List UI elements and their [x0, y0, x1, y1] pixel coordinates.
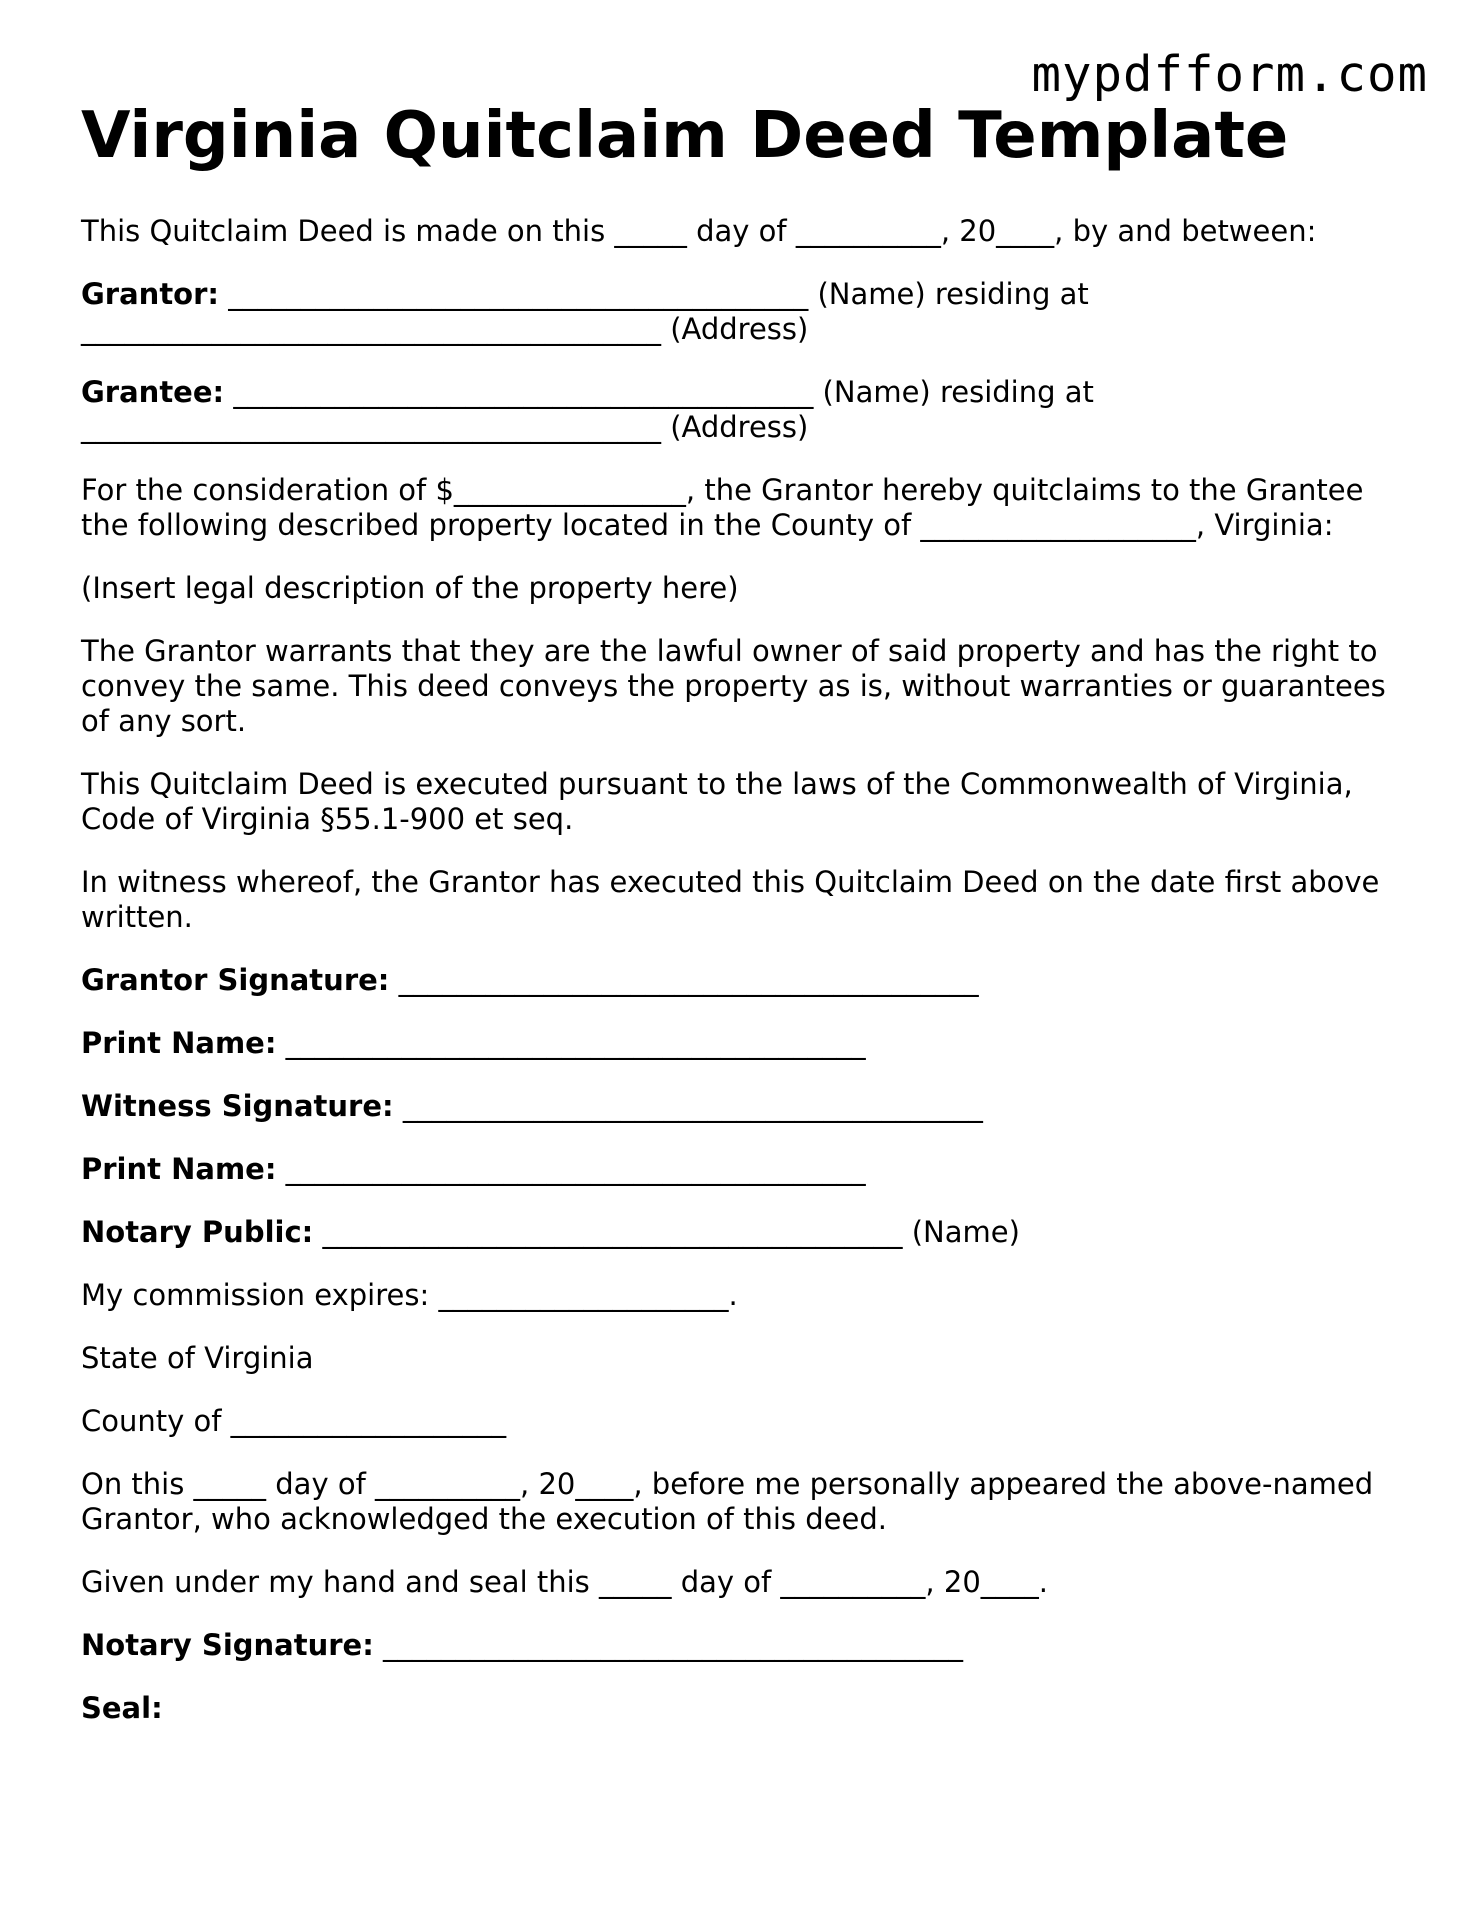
acknowledgment-line-2: Grantor, who acknowledged the execution of this deed. [81, 1501, 887, 1536]
witness-clause [81, 865, 1401, 935]
watermark: mypdfform.com [1031, 46, 1428, 103]
warranty-line-1: The Grantor warrants that they are the lawful owner of said property and has the right to [81, 633, 1378, 668]
witness-signature-label: Witness Signature: [81, 1088, 394, 1123]
notary-signature-field[interactable]: ________________________________________ [373, 1627, 964, 1662]
intro-paragraph: This Quitclaim Deed is made on this _____ day of __________, 20____, by and between: [81, 213, 1317, 248]
seal-label: Seal: [81, 1690, 163, 1725]
law-line-1: This Quitclaim Deed is executed pursuant to the laws of the Commonwealth of Virginia, [81, 766, 1353, 801]
print-name-field-1[interactable]: ________________________________________ [276, 1025, 866, 1060]
notary-public-field[interactable]: ________________________________________ (Name) [313, 1214, 1020, 1249]
grantee-name-field[interactable]: ________________________________________ (Name) residing at [224, 374, 1094, 409]
grantee-section [81, 375, 1401, 445]
print-name-label-2: Print Name: [81, 1151, 277, 1186]
seal-row [81, 1691, 1401, 1726]
warranty-paragraph [81, 634, 1401, 739]
law-line-2: Code of Virginia §55.1-900 et seq. [81, 801, 574, 836]
county-line: County of ___________________ [81, 1403, 507, 1438]
acknowledgment-line-1: On this _____ day of __________, 20____, before me personally appeared the above-named [81, 1466, 1374, 1501]
state-line: State of Virginia [81, 1340, 314, 1375]
grantor-section [81, 277, 1401, 347]
grantor-name-field[interactable]: ________________________________________ (Name) residing at [219, 276, 1089, 311]
grantor-signature-row [81, 963, 1401, 998]
notary-signature-row [81, 1628, 1401, 1663]
consideration-line-2: the following described property located in the County of ___________________, Virginia: [81, 507, 1334, 542]
document-page [81, 100, 1401, 1754]
grantor-signature-field[interactable]: ________________________________________ [389, 962, 979, 997]
print-name-row-1 [81, 1026, 1401, 1061]
law-paragraph [81, 767, 1401, 837]
acknowledgment-paragraph [81, 1467, 1401, 1537]
notary-public-row [81, 1215, 1401, 1250]
notary-signature-label: Notary Signature: [81, 1627, 374, 1662]
page-title: Virginia Quitclaim Deed Template [81, 99, 1289, 173]
witness-signature-field[interactable]: ________________________________________ [393, 1088, 983, 1123]
consideration-paragraph [81, 473, 1401, 543]
consideration-line-1: For the consideration of $________________, the Grantor hereby quitclaims to the Grantee [81, 472, 1364, 507]
grantee-address-field[interactable]: ________________________________________ (Address) [81, 409, 809, 444]
warranty-line-2: convey the same. This deed conveys the property as is, without warranties or guarantees [81, 668, 1386, 703]
commission-expires: My commission expires: ____________________. [81, 1277, 738, 1312]
grantor-label: Grantor: [81, 276, 220, 311]
witness-clause-line-2: written. [81, 899, 193, 934]
grantor-signature-label: Grantor Signature: [81, 962, 390, 997]
print-name-field-2[interactable]: ________________________________________ [276, 1151, 866, 1186]
print-name-row-2 [81, 1152, 1401, 1187]
legal-description: (Insert legal description of the property here) [81, 570, 739, 605]
grantor-address-field[interactable]: ________________________________________ (Address) [81, 311, 809, 346]
notary-public-label: Notary Public: [81, 1214, 314, 1249]
warranty-line-3: of any sort. [81, 703, 247, 738]
witness-clause-line-1: In witness whereof, the Grantor has executed this Quitclaim Deed on the date first above [81, 864, 1380, 899]
witness-signature-row [81, 1089, 1401, 1124]
print-name-label-1: Print Name: [81, 1025, 277, 1060]
grantee-label: Grantee: [81, 374, 225, 409]
given-under-hand: Given under my hand and seal this _____ day of __________, 20____. [81, 1564, 1048, 1599]
